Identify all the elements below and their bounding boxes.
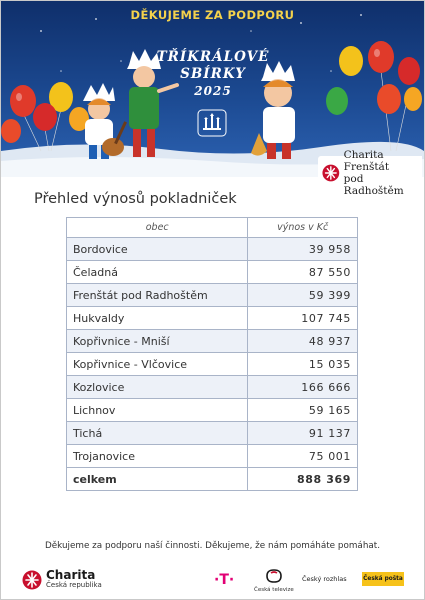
charita-cr-logo <box>22 569 102 590</box>
ceska-posta-logo <box>362 572 404 586</box>
amount-cell: 91 137 <box>248 422 358 445</box>
municipality-cell: Čeladná <box>67 261 248 284</box>
balloons-left <box>1 82 89 151</box>
amount-cell: 107 745 <box>248 307 358 330</box>
table-header-row <box>67 218 358 238</box>
page-title: Přehled výnosů pokladniček <box>34 191 237 207</box>
ct-label: Česká televize <box>254 587 294 593</box>
org-name-line-1: Charita Frenštát <box>343 149 390 173</box>
amount-cell: 59 165 <box>248 399 358 422</box>
balloons-right <box>326 41 422 151</box>
table-row <box>67 399 358 422</box>
column-header-amount: výnos v Kč <box>248 218 358 238</box>
column-header-municipality: obec <box>67 218 248 238</box>
amount-cell: 15 035 <box>248 353 358 376</box>
table-row <box>67 284 358 307</box>
total-amount-cell: 888 369 <box>248 468 358 491</box>
amount-cell: 75 001 <box>248 445 358 468</box>
total-label-cell: celkem <box>67 468 248 491</box>
results-table <box>66 217 358 491</box>
ct-icon <box>266 569 282 583</box>
table-row <box>67 261 358 284</box>
charita-sub: Česká republika <box>46 581 102 589</box>
campaign-logo <box>151 49 275 100</box>
ceska-televize-logo <box>254 568 294 593</box>
municipality-cell: Kozlovice <box>67 376 248 399</box>
municipality-cell: Lichnov <box>67 399 248 422</box>
table-row <box>67 353 358 376</box>
charita-cross-icon <box>322 163 340 183</box>
org-name-line-2: pod Radhoštěm <box>343 173 404 197</box>
municipality-cell: Kopřivnice - Vlčovice <box>67 353 248 376</box>
amount-cell: 166 666 <box>248 376 358 399</box>
table-row <box>67 238 358 261</box>
amount-cell: 87 550 <box>248 261 358 284</box>
telekom-logo: ·T· <box>214 572 235 588</box>
municipality-cell: Tichá <box>67 422 248 445</box>
amount-cell: 48 937 <box>248 330 358 353</box>
charity-church-icon <box>197 109 227 137</box>
table-row <box>67 422 358 445</box>
rozhlas-label: Český rozhlas <box>302 575 347 583</box>
table-row <box>67 376 358 399</box>
campaign-line-2: SBÍRKY <box>180 66 246 82</box>
table-row <box>67 330 358 353</box>
municipality-cell: Hukvaldy <box>67 307 248 330</box>
table-row <box>67 445 358 468</box>
cesky-rozhlas-logo <box>302 575 347 583</box>
municipality-cell: Frenštát pod Radhoštěm <box>67 284 248 307</box>
table-row <box>67 307 358 330</box>
amount-cell: 39 958 <box>248 238 358 261</box>
municipality-cell: Kopřivnice - Mniší <box>67 330 248 353</box>
partner-logos-footer <box>0 565 425 595</box>
charita-frenstat-logo <box>318 149 422 197</box>
campaign-line-1: TŘÍKRÁLOVÉ <box>156 49 270 65</box>
municipality-cell: Trojanovice <box>67 445 248 468</box>
campaign-year: 2025 <box>194 84 232 98</box>
posta-label: Česká pošta <box>363 576 403 582</box>
charita-name: Charita <box>46 568 96 582</box>
king-k-illustration <box>83 83 127 159</box>
municipality-cell: Bordovice <box>67 238 248 261</box>
table-total-row <box>67 468 358 491</box>
thank-you-note: Děkujeme za podporu naší činnosti. Děkujeme, že nám pomáháte pomáhat. <box>44 541 381 551</box>
banner-title: DĚKUJEME ZA PODPORU <box>130 8 295 22</box>
charita-cross-icon <box>22 570 42 590</box>
amount-cell: 59 399 <box>248 284 358 307</box>
